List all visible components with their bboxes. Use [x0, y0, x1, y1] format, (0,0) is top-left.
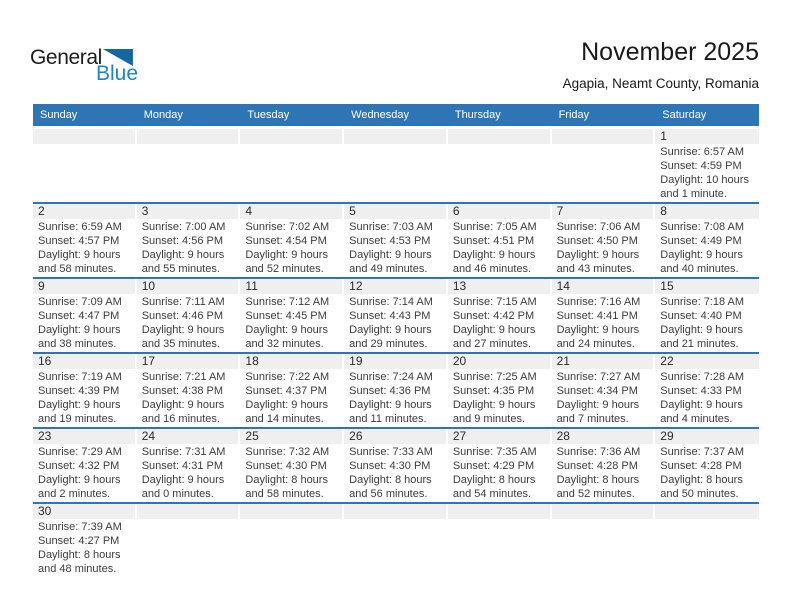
day-number-band: [137, 129, 239, 144]
day-info-line: Daylight: 9 hours: [245, 324, 328, 336]
day-number-band: [33, 429, 135, 444]
day-info-line: Sunrise: 7:27 AM: [556, 371, 641, 383]
day-number-band: [552, 429, 654, 444]
day-number-band: [137, 204, 239, 219]
day-info-line: Sunset: 4:36 PM: [349, 385, 431, 397]
day-cell-4: [240, 204, 344, 277]
day-info: [137, 219, 241, 276]
day-info: [552, 369, 656, 426]
day-number: 23: [38, 429, 52, 443]
day-info-line: and 7 minutes.: [556, 413, 629, 425]
day-info: [552, 294, 656, 351]
day-info-line: Daylight: 9 hours: [452, 249, 536, 261]
day-info-line: Daylight: 9 hours: [556, 399, 640, 411]
day-info: [655, 369, 759, 426]
week-row-3: [33, 279, 759, 354]
empty-day-cell: [448, 129, 552, 202]
day-info: [655, 219, 759, 276]
day-number: 2: [38, 204, 45, 218]
day-info-line: and 4 minutes.: [660, 413, 733, 425]
day-info-line: Sunrise: 7:29 AM: [38, 446, 122, 458]
day-info-line: Daylight: 8 hours: [245, 474, 328, 486]
day-number-band: [655, 204, 759, 219]
week-row-5: [33, 429, 759, 504]
empty-day-cell: [344, 504, 448, 578]
day-number: 30: [38, 504, 52, 518]
day-cell-1: [655, 129, 759, 202]
day-info: [33, 444, 137, 501]
day-info-line: Sunset: 4:56 PM: [141, 235, 224, 247]
day-number-band: [33, 204, 135, 219]
page-subtitle: Agapia, Neamt County, Romania: [562, 75, 759, 91]
day-info: [137, 444, 241, 501]
day-info: [33, 219, 137, 276]
day-info: [137, 294, 241, 351]
day-number: 17: [141, 354, 156, 368]
day-info: [344, 369, 448, 426]
week-row-4: [33, 354, 759, 429]
day-info-line: Daylight: 9 hours: [245, 399, 328, 411]
day-info-line: Sunrise: 7:18 AM: [660, 296, 745, 308]
day-cell-20: [448, 354, 552, 427]
day-number: 6: [452, 204, 460, 218]
day-info-line: and 43 minutes.: [556, 263, 635, 275]
empty-day-cell: [655, 504, 759, 578]
day-cell-7: [552, 204, 656, 277]
day-info-line: and 14 minutes.: [245, 413, 324, 425]
day-info: [240, 294, 344, 351]
day-info-line: and 27 minutes.: [452, 338, 532, 350]
day-info-line: Daylight: 9 hours: [349, 324, 432, 336]
day-number-band: [33, 279, 135, 294]
day-info: [552, 219, 656, 276]
day-info-line: Sunrise: 7:00 AM: [141, 221, 226, 233]
day-info-line: Daylight: 8 hours: [452, 474, 536, 486]
day-info-line: Sunset: 4:46 PM: [141, 310, 224, 322]
day-info-line: and 46 minutes.: [452, 263, 532, 275]
day-info-line: Sunset: 4:49 PM: [660, 235, 742, 247]
day-info-line: Sunset: 4:51 PM: [452, 235, 535, 247]
day-info-line: and 2 minutes.: [38, 488, 111, 500]
day-info-line: Sunrise: 7:24 AM: [349, 371, 433, 383]
calendar-grid: [33, 104, 759, 578]
day-number: 7: [556, 204, 564, 218]
day-cell-8: [655, 204, 759, 277]
day-number: 15: [660, 279, 674, 293]
day-cell-23: [33, 429, 137, 502]
day-info-line: Daylight: 9 hours: [660, 249, 743, 261]
day-cell-15: [655, 279, 759, 352]
weekday-header-sunday: Sunday: [40, 109, 78, 121]
day-info-line: Sunrise: 7:11 AM: [141, 296, 225, 308]
weekday-header-row: [33, 104, 759, 126]
day-info: [448, 219, 552, 276]
day-info-line: and 56 minutes.: [349, 488, 428, 500]
day-info-line: Daylight: 8 hours: [349, 474, 432, 486]
day-info-line: Sunset: 4:28 PM: [660, 460, 742, 472]
day-info-line: Sunset: 4:32 PM: [38, 460, 120, 472]
day-info-line: and 11 minutes.: [349, 413, 427, 425]
day-info-line: Sunrise: 7:39 AM: [38, 521, 122, 533]
week-row-1: [33, 129, 759, 204]
day-info-line: and 48 minutes.: [38, 563, 117, 575]
day-info-line: Sunrise: 7:28 AM: [660, 371, 745, 383]
day-cell-6: [448, 204, 552, 277]
day-number: 21: [556, 354, 570, 368]
day-cell-14: [552, 279, 656, 352]
day-cell-12: [344, 279, 448, 352]
day-info-line: Sunrise: 7:09 AM: [38, 296, 122, 308]
logo-text-blue: Blue: [96, 62, 139, 85]
day-info-line: Sunset: 4:33 PM: [660, 385, 742, 397]
day-number-band: [137, 429, 239, 444]
day-info-line: Sunrise: 7:02 AM: [245, 221, 330, 233]
day-info: [655, 444, 759, 501]
day-info-line: Sunrise: 7:25 AM: [452, 371, 537, 383]
day-number: 18: [245, 354, 259, 368]
empty-day-cell: [448, 504, 552, 578]
day-info-line: Daylight: 9 hours: [38, 249, 121, 261]
day-info-line: Sunrise: 7:06 AM: [556, 221, 641, 233]
day-info-line: Sunrise: 7:31 AM: [141, 446, 226, 458]
page-title: November 2025: [581, 38, 759, 66]
day-number-band: [240, 204, 342, 219]
logo-text-general: General: [30, 46, 102, 69]
day-info-line: and 40 minutes.: [660, 263, 739, 275]
day-number-band: [33, 129, 135, 144]
day-info-line: Sunrise: 7:19 AM: [38, 371, 122, 383]
day-number: 29: [660, 429, 674, 443]
day-number: 9: [38, 279, 45, 293]
day-number: 5: [349, 204, 356, 218]
day-info-line: Daylight: 9 hours: [349, 399, 432, 411]
day-cell-5: [344, 204, 448, 277]
day-number: 20: [452, 354, 467, 368]
day-number-band: [33, 504, 135, 519]
week-row-2: [33, 204, 759, 279]
day-info-line: Sunset: 4:54 PM: [245, 235, 327, 247]
day-number: 22: [660, 354, 674, 368]
empty-day-cell: [240, 504, 344, 578]
day-cell-22: [655, 354, 759, 427]
empty-day-cell: [137, 504, 241, 578]
day-info-line: Sunset: 4:39 PM: [38, 385, 120, 397]
day-number-band: [137, 279, 239, 294]
day-info: [33, 519, 137, 576]
day-info-line: Sunrise: 7:16 AM: [556, 296, 641, 308]
day-number-band: [448, 429, 550, 444]
day-info: [33, 294, 137, 351]
day-info: [344, 219, 448, 276]
day-info-line: Sunset: 4:37 PM: [245, 385, 327, 397]
day-info-line: and 1 minute.: [660, 188, 727, 200]
day-number: 12: [349, 279, 363, 293]
day-info-line: Sunset: 4:45 PM: [245, 310, 327, 322]
day-info-line: Daylight: 9 hours: [141, 324, 225, 336]
day-cell-30: [33, 504, 137, 578]
day-number: 26: [349, 429, 363, 443]
day-info: [240, 444, 344, 501]
day-info-line: Sunrise: 7:03 AM: [349, 221, 433, 233]
day-number: 10: [141, 279, 156, 293]
day-cell-25: [240, 429, 344, 502]
day-cell-26: [344, 429, 448, 502]
weekday-header-tuesday: Tuesday: [247, 109, 290, 121]
day-number-band: [655, 354, 759, 369]
day-cell-13: [448, 279, 552, 352]
day-info-line: Sunset: 4:40 PM: [660, 310, 742, 322]
day-info-line: Sunset: 4:38 PM: [141, 385, 224, 397]
day-info-line: and 24 minutes.: [556, 338, 635, 350]
day-info-line: Sunset: 4:30 PM: [349, 460, 431, 472]
day-info-line: Sunset: 4:57 PM: [38, 235, 120, 247]
day-number-band: [448, 354, 550, 369]
day-info-line: and 52 minutes.: [556, 488, 635, 500]
weekday-header-saturday: Saturday: [662, 109, 707, 121]
day-info: [655, 294, 759, 351]
day-number-band: [240, 129, 342, 144]
day-info-line: Daylight: 9 hours: [452, 399, 536, 411]
day-number-band: [344, 204, 446, 219]
day-info-line: Daylight: 9 hours: [556, 249, 640, 261]
day-info-line: and 32 minutes.: [245, 338, 324, 350]
day-info-line: Sunset: 4:28 PM: [556, 460, 638, 472]
day-number-band: [137, 504, 239, 519]
day-info-line: and 35 minutes.: [141, 338, 220, 350]
day-info-line: Sunset: 4:50 PM: [556, 235, 638, 247]
day-cell-11: [240, 279, 344, 352]
day-cell-19: [344, 354, 448, 427]
day-number: 28: [556, 429, 570, 443]
day-cell-18: [240, 354, 344, 427]
day-info-line: Sunrise: 6:57 AM: [660, 146, 745, 158]
day-info-line: Sunrise: 7:21 AM: [141, 371, 226, 383]
day-info-line: and 58 minutes.: [38, 263, 117, 275]
day-info: [344, 444, 448, 501]
day-info-line: Sunrise: 7:37 AM: [660, 446, 745, 458]
day-info-line: and 50 minutes.: [660, 488, 739, 500]
day-number: 16: [38, 354, 52, 368]
day-number-band: [344, 279, 446, 294]
day-info-line: Sunrise: 6:59 AM: [38, 221, 122, 233]
day-cell-2: [33, 204, 137, 277]
day-info-line: Daylight: 9 hours: [141, 249, 225, 261]
day-info-line: Sunrise: 7:33 AM: [349, 446, 433, 458]
day-info-line: Sunset: 4:53 PM: [349, 235, 431, 247]
day-info-line: Sunset: 4:31 PM: [141, 460, 224, 472]
day-number-band: [552, 279, 654, 294]
day-number-band: [552, 354, 654, 369]
day-number-band: [137, 354, 239, 369]
empty-day-cell: [137, 129, 241, 202]
day-info-line: Sunset: 4:41 PM: [556, 310, 638, 322]
day-info-line: Sunrise: 7:08 AM: [660, 221, 745, 233]
day-info-line: Daylight: 8 hours: [556, 474, 640, 486]
day-number: 27: [452, 429, 467, 443]
day-number-band: [344, 354, 446, 369]
day-info-line: Daylight: 8 hours: [660, 474, 743, 486]
day-info-line: Daylight: 9 hours: [38, 324, 121, 336]
week-row-6: [33, 504, 759, 578]
day-info-line: and 21 minutes.: [660, 338, 739, 350]
day-number-band: [344, 129, 446, 144]
day-cell-9: [33, 279, 137, 352]
weekday-header-thursday: Thursday: [454, 109, 501, 121]
day-number-band: [448, 279, 550, 294]
day-info-line: Sunset: 4:43 PM: [349, 310, 431, 322]
empty-day-cell: [33, 129, 137, 202]
day-info-line: Sunset: 4:59 PM: [660, 160, 742, 172]
day-cell-21: [552, 354, 656, 427]
title-block: [563, 39, 759, 91]
day-number-band: [344, 504, 446, 519]
day-info: [655, 144, 759, 201]
day-cell-3: [137, 204, 241, 277]
weekday-header-wednesday: Wednesday: [351, 109, 410, 121]
day-info-line: and 54 minutes.: [452, 488, 532, 500]
day-info-line: and 58 minutes.: [245, 488, 324, 500]
day-info-line: and 9 minutes.: [452, 413, 525, 425]
day-cell-27: [448, 429, 552, 502]
day-info-line: and 49 minutes.: [349, 263, 428, 275]
day-info-line: Daylight: 9 hours: [349, 249, 432, 261]
day-number-band: [655, 129, 759, 144]
empty-day-cell: [344, 129, 448, 202]
day-info-line: Daylight: 9 hours: [660, 399, 743, 411]
day-cell-28: [552, 429, 656, 502]
day-info-line: Sunrise: 7:12 AM: [245, 296, 330, 308]
day-number: 11: [245, 279, 258, 293]
day-number-band: [240, 504, 342, 519]
day-info: [240, 219, 344, 276]
day-number: 4: [245, 204, 253, 218]
day-info-line: Sunset: 4:34 PM: [556, 385, 638, 397]
day-number: 19: [349, 354, 363, 368]
day-number: 8: [660, 204, 667, 218]
day-number-band: [240, 429, 342, 444]
day-info-line: Daylight: 9 hours: [141, 399, 225, 411]
day-info-line: Sunrise: 7:32 AM: [245, 446, 330, 458]
day-info-line: and 29 minutes.: [349, 338, 428, 350]
day-info-line: Daylight: 8 hours: [38, 549, 121, 561]
day-info-line: Sunrise: 7:36 AM: [556, 446, 641, 458]
day-info-line: Daylight: 9 hours: [38, 399, 121, 411]
day-number-band: [655, 429, 759, 444]
day-info-line: Daylight: 9 hours: [556, 324, 640, 336]
day-info-line: and 0 minutes.: [141, 488, 214, 500]
day-info-line: Sunset: 4:35 PM: [452, 385, 535, 397]
day-cell-29: [655, 429, 759, 502]
day-info-line: Sunrise: 7:05 AM: [452, 221, 537, 233]
day-number-band: [344, 429, 446, 444]
day-info-line: and 55 minutes.: [141, 263, 220, 275]
day-number-band: [655, 279, 759, 294]
day-cell-17: [137, 354, 241, 427]
day-number: 14: [556, 279, 570, 293]
day-info: [448, 444, 552, 501]
day-info: [137, 369, 241, 426]
day-info: [448, 369, 552, 426]
day-number-band: [655, 504, 759, 519]
day-info-line: Sunset: 4:42 PM: [452, 310, 535, 322]
day-number-band: [448, 204, 550, 219]
day-info: [33, 369, 137, 426]
day-info-line: and 52 minutes.: [245, 263, 324, 275]
day-info-line: Daylight: 10 hours: [660, 174, 749, 186]
day-info-line: Sunrise: 7:15 AM: [452, 296, 537, 308]
weekday-header-friday: Friday: [558, 109, 590, 121]
day-info-line: Daylight: 9 hours: [141, 474, 225, 486]
day-info: [240, 369, 344, 426]
day-info-line: Daylight: 9 hours: [245, 249, 328, 261]
day-info-line: Sunrise: 7:14 AM: [349, 296, 433, 308]
general-blue-logo: [30, 47, 138, 84]
day-number-band: [552, 204, 654, 219]
day-info-line: Sunrise: 7:22 AM: [245, 371, 330, 383]
day-info-line: Sunrise: 7:35 AM: [452, 446, 537, 458]
calendar-weeks: [33, 129, 759, 578]
day-info: [344, 294, 448, 351]
weekday-header-monday: Monday: [143, 109, 183, 121]
empty-day-cell: [240, 129, 344, 202]
day-info-line: and 38 minutes.: [38, 338, 117, 350]
empty-day-cell: [552, 504, 656, 578]
day-number-band: [448, 129, 550, 144]
day-number: 3: [141, 204, 149, 218]
day-info-line: Sunset: 4:27 PM: [38, 535, 120, 547]
day-info: [552, 444, 656, 501]
day-info-line: Sunset: 4:29 PM: [452, 460, 535, 472]
day-number: 24: [141, 429, 156, 443]
day-info-line: Daylight: 9 hours: [38, 474, 121, 486]
day-info-line: Daylight: 9 hours: [452, 324, 536, 336]
day-number: 13: [452, 279, 467, 293]
day-number: 1: [660, 129, 667, 143]
empty-day-cell: [552, 129, 656, 202]
day-number-band: [448, 504, 550, 519]
day-info-line: Sunset: 4:47 PM: [38, 310, 120, 322]
day-info-line: Sunset: 4:30 PM: [245, 460, 327, 472]
day-info: [448, 294, 552, 351]
day-info-line: and 16 minutes.: [141, 413, 220, 425]
day-number: 25: [245, 429, 259, 443]
day-cell-24: [137, 429, 241, 502]
day-number-band: [240, 279, 342, 294]
day-cell-10: [137, 279, 241, 352]
day-number-band: [552, 129, 654, 144]
day-number-band: [552, 504, 654, 519]
day-info-line: Daylight: 9 hours: [660, 324, 743, 336]
day-number-band: [33, 354, 135, 369]
day-cell-16: [33, 354, 137, 427]
day-number-band: [240, 354, 342, 369]
day-info-line: and 19 minutes.: [38, 413, 117, 425]
